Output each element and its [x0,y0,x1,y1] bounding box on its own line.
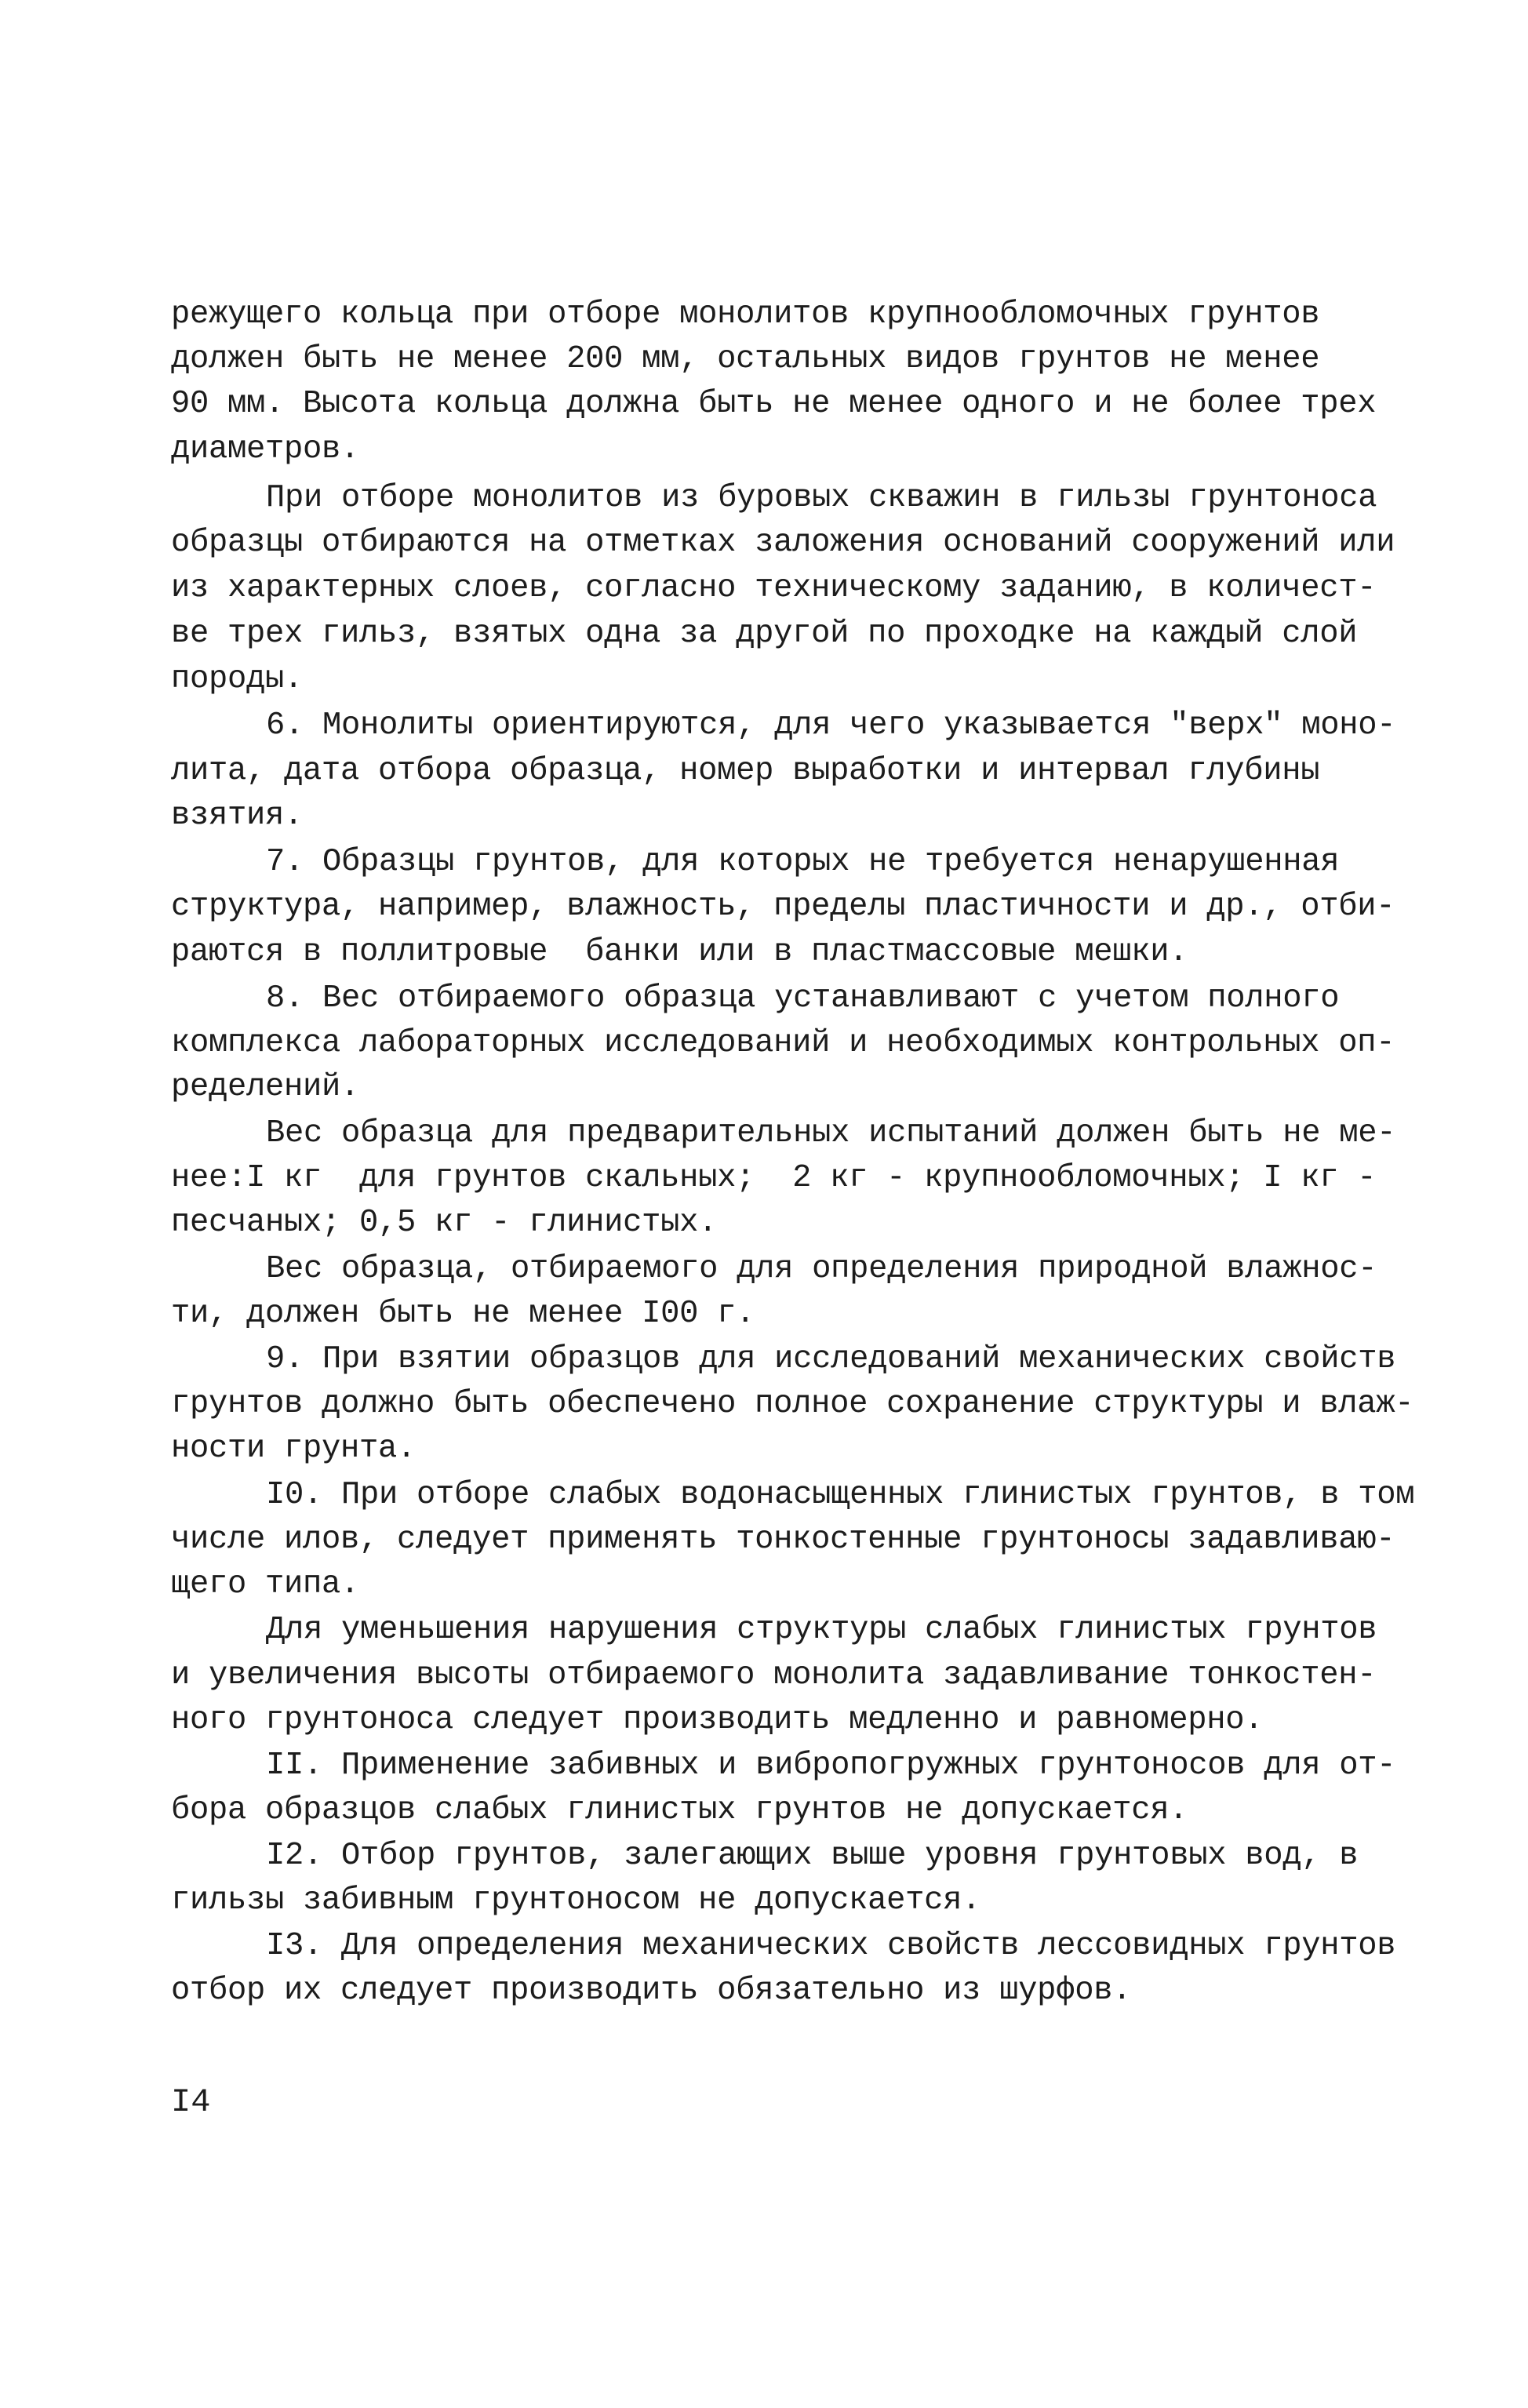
text-line: образцы отбираются на отметках заложения оснований сооружений или [171,525,1395,561]
text-line: ности грунта. [171,1431,417,1467]
text-line: Для уменьшения нарушения структуры слабых глинистых грунтов [266,1612,1377,1648]
text-line: ти, должен быть не менее I00 г. [171,1296,755,1332]
text-line: режущего кольца при отборе монолитов крупнообломочных грунтов [171,296,1320,333]
text-line: щего типа. [171,1566,360,1602]
text-line: При отборе монолитов из буровых скважин в гильзы грунтоноса [266,480,1377,516]
text-line: Вес образца для предварительных испытаний должен быть не ме- [266,1115,1396,1151]
text-line: песчаных; 0,5 кг - глинистых. [171,1205,718,1241]
text-line: II. Применение забивных и вибропогружных грунтоносов для от- [266,1748,1396,1784]
text-line: должен быть не менее 200 мм, остальных видов грунтов не менее [171,341,1320,377]
text-line: Вес образца, отбираемого для определения природной влажнос- [266,1251,1377,1287]
text-line: структура, например, влажность, пределы пластичности и др., отби- [171,889,1395,925]
text-line: комплекса лабораторных исследований и необходимых контрольных оп- [171,1025,1395,1061]
text-line: I2. Отбор грунтов, залегающих выше уровня грунтовых вод, в [266,1838,1359,1874]
text-line: диаметров. [171,431,360,467]
text-line: ве трех гильз, взятых одна за другой по проходке на каждый слой [171,616,1358,652]
text-line: нее:I кг для грунтов скальных; 2 кг - крупнообломочных; I кг - [171,1160,1377,1196]
text-line: 9. При взятии образцов для исследований механических свойств [266,1341,1396,1377]
text-line: 8. Вес отбираемого образца устанавливают с учетом полного [266,980,1340,1017]
text-line: 90 мм. Высота кольца должна быть не менее одного и не более трех [171,386,1377,422]
text-line: грунтов должно быть обеспечено полное сохранение структуры и влаж- [171,1386,1414,1422]
text-line: ного грунтоноса следует производить медленно и равномерно. [171,1702,1264,1738]
page-number: I4 [171,2083,211,2121]
text-line: числе илов, следует применять тонкостенные грунтоносы задавливаю- [171,1522,1395,1558]
text-line: бора образцов слабых глинистых грунтов не допускается. [171,1792,1188,1828]
text-line: взятия. [171,798,304,834]
text-line: 6. Монолиты ориентируются, для чего указывается "верх" моно- [266,707,1396,744]
text-line: и увеличения высоты отбираемого монолита задавливание тонкостен- [171,1657,1377,1693]
text-line: гильзы забивным грунтоносом не допускается. [171,1882,981,1919]
text-line: из характерных слоев, согласно техническому заданию, в количест- [171,570,1377,606]
text-line: лита, дата отбора образца, номер выработки и интервал глубины [171,753,1320,789]
text-line: отбор их следует производить обязательно из шурфов. [171,1973,1132,2009]
text-line: раются в поллитровые банки или в пластмассовые мешки. [171,934,1188,970]
text-line: 7. Образцы грунтов, для которых не требуется ненарушенная [266,844,1340,880]
text-line: ределений. [171,1069,360,1105]
text-line: I0. При отборе слабых водонасыщенных глинистых грунтов, в том [266,1477,1415,1513]
text-line: породы. [171,661,304,697]
text-line: I3. Для определения механических свойств лессовидных грунтов [266,1928,1396,1964]
